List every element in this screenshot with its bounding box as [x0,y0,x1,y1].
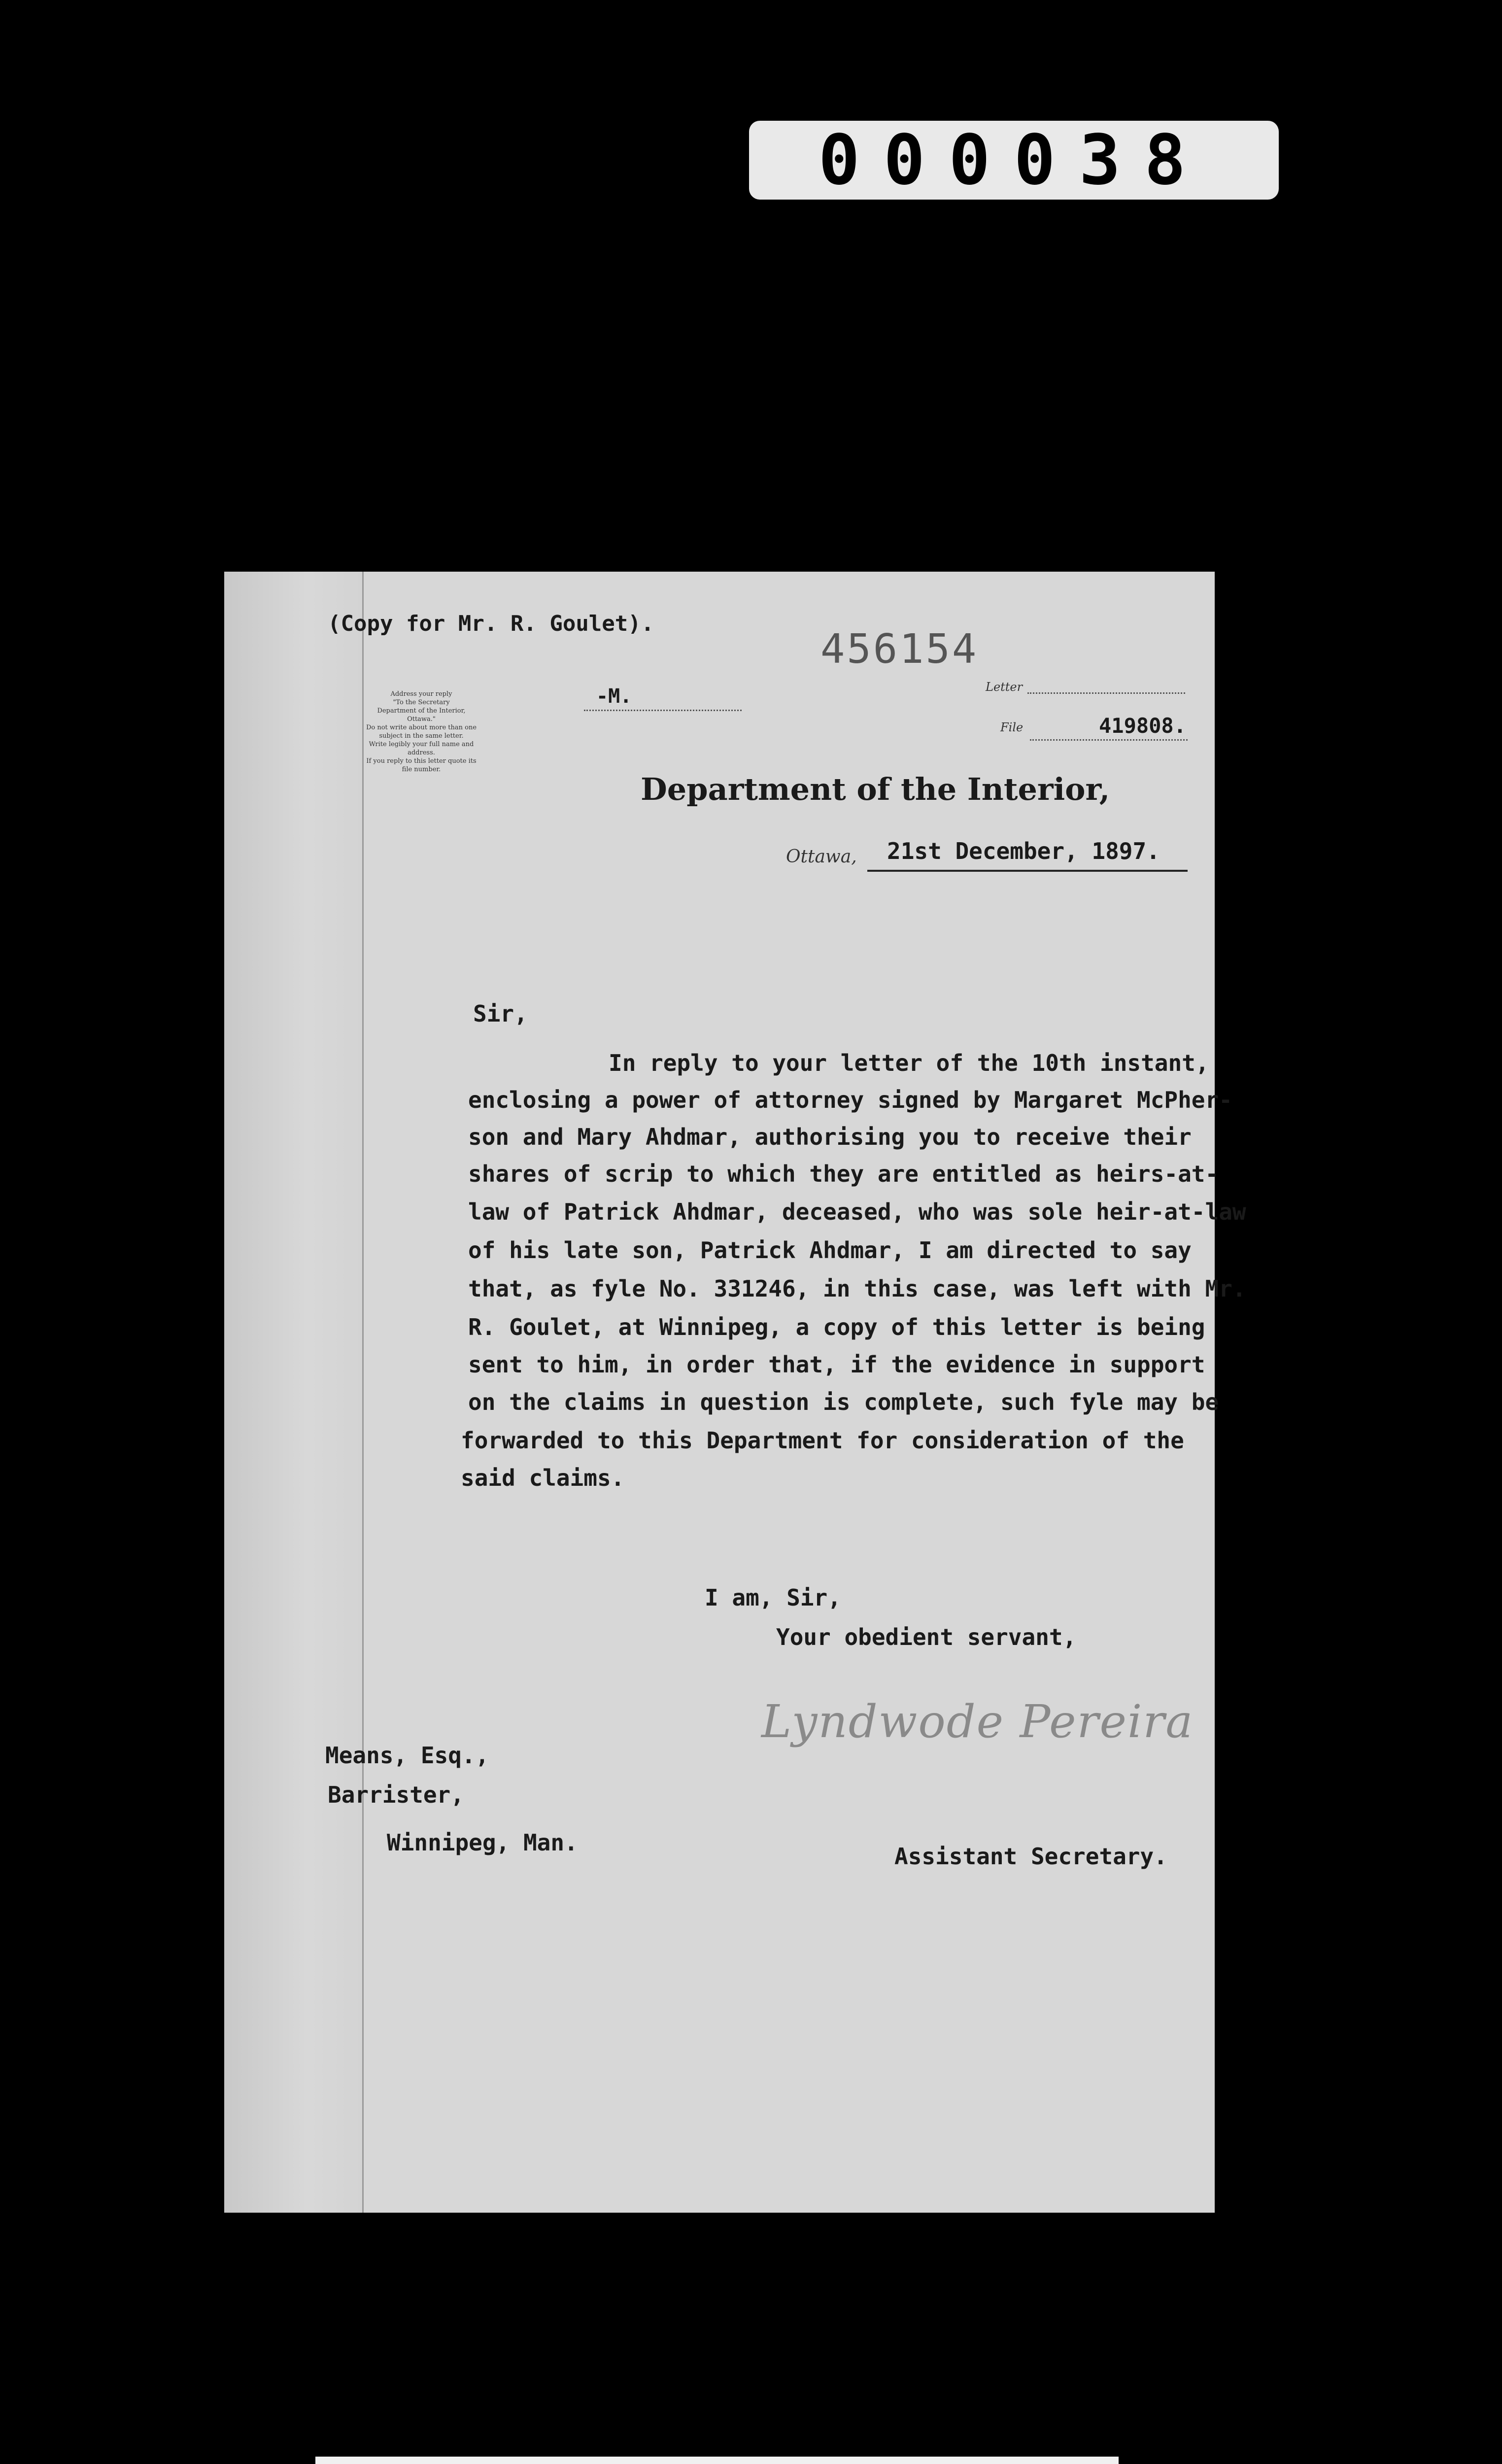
body-line: In reply to your letter of the 10th instant, [609,1050,1209,1076]
signatory-title: Assistant Secretary. [894,1843,1167,1870]
body-line: law of Patrick Ahdmar, deceased, who was sole heir-at-law [468,1198,1246,1225]
recipient-line: Barrister, [328,1781,464,1808]
page-folded-edge [224,572,364,2213]
salutation: Sir, [473,1000,528,1027]
letter-line [1027,692,1185,694]
body-line: R. Goulet, at Winnipeg, a copy of this letter is being [468,1314,1205,1340]
body-line: forwarded to this Department for consideration of the [461,1427,1184,1454]
frame-counter: 000038 [749,121,1279,200]
letter-date: 21st December, 1897. [887,838,1160,864]
date-underline [867,870,1188,872]
signature: Lyndwode Pereira [761,1695,1194,1748]
file-number: 419808. [1099,714,1187,738]
recipient-line: Means, Esq., [325,1742,489,1769]
body-line: that, as fyle No. 331246, in this case, was left with Mr. [468,1275,1246,1302]
department-heading: Department of the Interior, [641,771,1110,807]
body-line: son and Mary Ahdmar, authorising you to receive their [468,1124,1192,1150]
file-label: File [1000,720,1024,734]
closing-1: I am, Sir, [705,1584,841,1611]
initial-line [584,710,742,711]
place: Ottawa, [786,847,857,867]
address-instructions: Address your reply "To the Secretary Department of the Interior, Ottawa." Do not write about more than one subject in the same letter. Write legibly your full name and address. If you reply to this letter quote its file number. [366,690,477,773]
recipient-line: Winnipeg, Man. [387,1829,578,1856]
body-line: of his late son, Patrick Ahdmar, I am directed to say [468,1237,1192,1264]
letter-label: Letter [986,680,1023,694]
body-line: sent to him, in order that, if the evidence in support [468,1351,1205,1378]
body-line: enclosing a power of attorney signed by Margaret McPher- [468,1087,1232,1113]
file-line [1030,739,1188,741]
body-line: on the claims in question is complete, such fyle may be [468,1389,1219,1415]
closing-2: Your obedient servant, [776,1624,1077,1650]
copy-note: (Copy for Mr. R. Goulet). [328,611,654,636]
initial-mark: -M. [596,685,632,708]
body-line: said claims. [461,1465,625,1491]
archive-label-strip [315,2457,1119,2464]
stamp-number: 456154 [820,626,979,673]
body-line: shares of scrip to which they are entitled as heirs-at- [468,1161,1219,1187]
